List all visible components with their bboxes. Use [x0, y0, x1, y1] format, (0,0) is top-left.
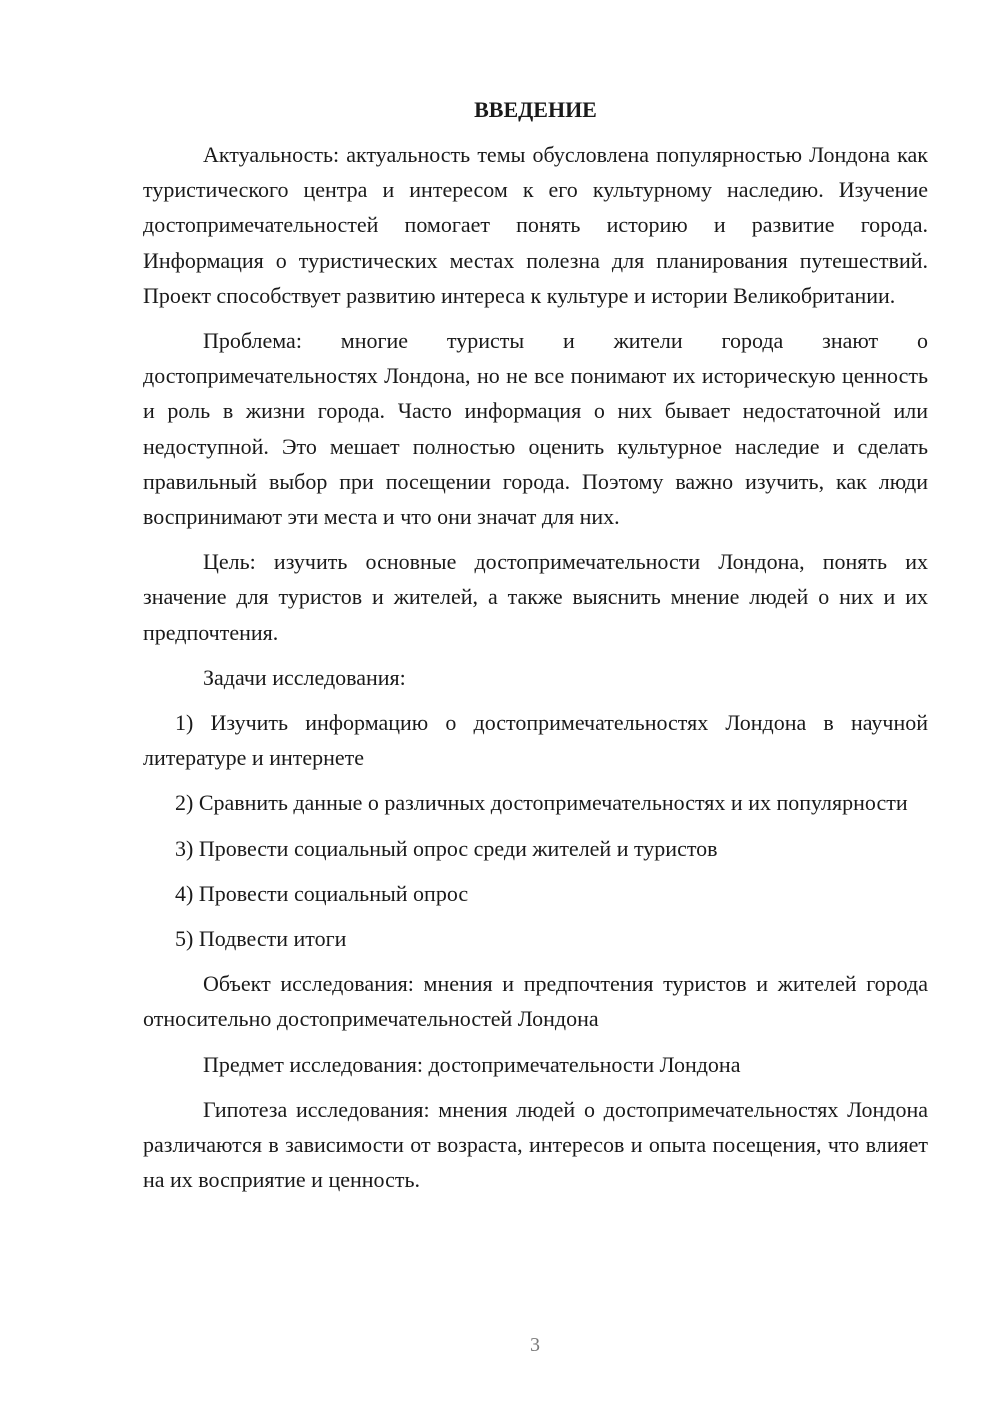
task-item-5: 5) Подвести итоги [175, 926, 347, 952]
paragraph-hypothesis: Гипотеза исследования: мнения людей о достопримечательностях Лондона различаются в зависимости от возраста, интересов и опыта посещения, что влияет на их восприятие и ценность. [143, 1096, 928, 1193]
task-item-2: 2) Сравнить данные о различных достопримечательностях и их популярности [175, 790, 908, 816]
section-title: ВВЕДЕНИЕ [474, 97, 597, 122]
tasks-heading: Задачи исследования: [203, 664, 406, 690]
task-item-4: 4) Провести социальный опрос [175, 880, 469, 906]
page-number: 3 [530, 1334, 540, 1356]
paragraph-object: Объект исследования: мнения и предпочтения туристов и жителей города относительно достопримечательностей Лондона [143, 971, 928, 1032]
paragraph-goal: Цель: изучить основные достопримечательности Лондона, понять их значение для туристов и жителей, а также выяснить мнение людей о них и их предпочтения. [143, 549, 928, 645]
paragraph-problem: Проблема: многие туристы и жители города знают о достопримечательностях Лондона, но не все понимают их историческую ценность и роль в жизни города. Часто информация о них бывает недостаточной или недоступной. Это мешает полностью оценить культурное наследие и сделать правильный выбор при посещении города. Поэтому важно изучить, как люди воспринимают эти места и что они значат для них. [143, 328, 928, 530]
task-item-3: 3) Провести социальный опрос среди жителей и туристов [175, 835, 718, 861]
task-item-1: 1) Изучить информацию о достопримечательностях Лондона в научной литературе и интернете [143, 710, 928, 771]
page-content [143, 92, 928, 1207]
paragraph-relevance: Актуальность: актуальность темы обусловлена популярностью Лондона как туристического центра и интересом к его культурному наследию. Изучение достопримечательностей помогает понять историю и развитие города. Информация о туристических местах полезна для планирования путешествий. Проект способствует развитию интереса к культуре и истории Великобритании. [143, 142, 928, 308]
paragraph-subject: Предмет исследования: достопримечательности Лондона [203, 1051, 741, 1077]
